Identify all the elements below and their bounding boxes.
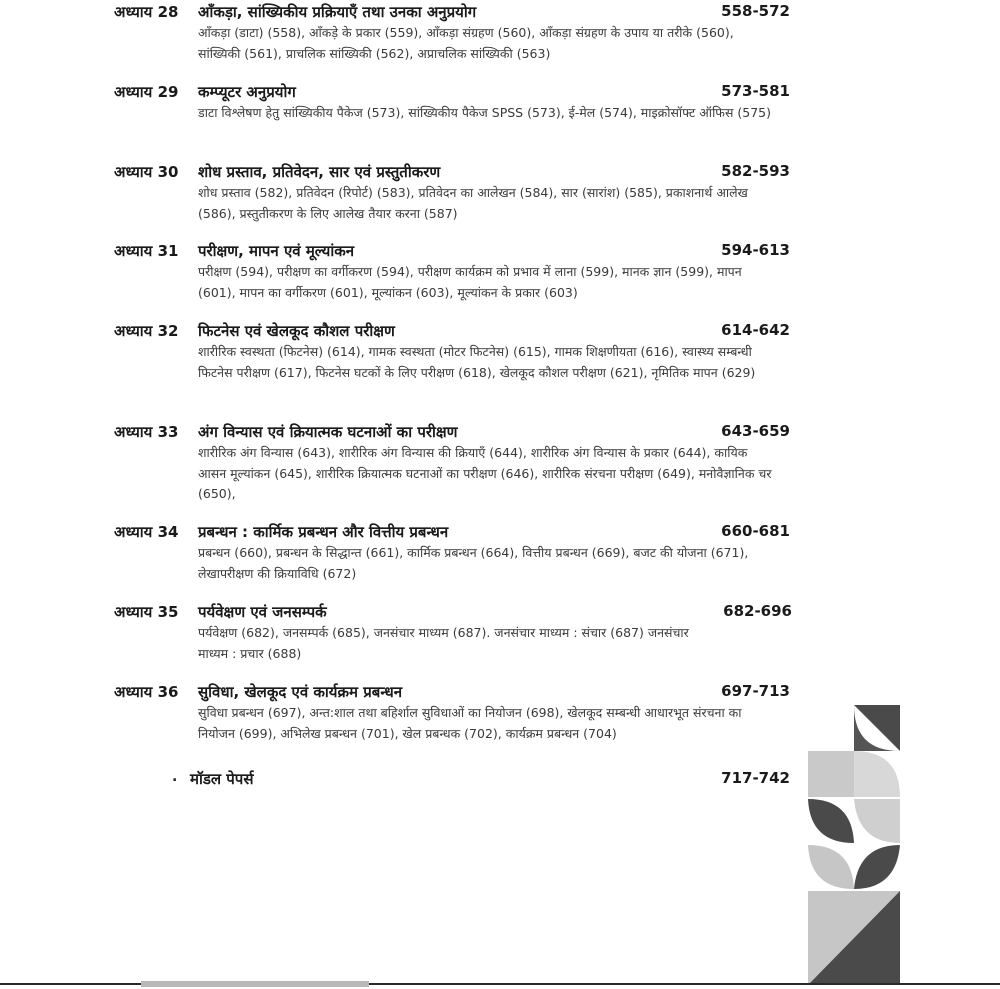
chapter-pages: 697-713 [721, 682, 790, 700]
bottom-accent-bar [141, 981, 369, 987]
chapter-label: अध्याय 34 [114, 523, 179, 541]
chapter-topics: सुविधा प्रबन्धन (697), अन्त:शाल तथा बहिर्शाल सुविधाओं का नियोजन (698), खेलकूद सम्बन्धी आधारभूत संरचना का नियोजन (699), अभिलेख प्रबन्धन (701), खेल प्रबन्धक (702), कार्यक्रम प्रबन्धन (704) [198, 705, 742, 741]
chapter-label: अध्याय 28 [114, 3, 179, 21]
chapter-label: अध्याय 33 [114, 423, 179, 441]
chapter-label: अध्याय 35 [114, 603, 179, 621]
chapter-topics: डाटा विश्लेषण हेतु सांख्यिकीय पैकेज (573), सांख्यिकीय पैकेज SPSS (573), ई-मेल (574), माइक्रोसॉफ्ट ऑफिस (575) [198, 105, 771, 120]
chapter-topics: शारीरिक अंग विन्यास (643), शारीरिक अंग विन्यास की क्रियाएँ (644), शारीरिक अंग विन्यास के प्रकार (644), कायिक आसन मूल्यांकन (645), शारीरिक क्रियात्मक घटनाओं का परीक्षण (646), शारीरिक संरचना परीक्षण (649), मनोवैज्ञानिक चर (650), [198, 445, 772, 501]
chapter-title: अंग विन्यास एवं क्रियात्मक घटनाओं का परीक्षण [198, 423, 458, 441]
chapter-title: पर्यवेक्षण एवं जनसम्पर्क [198, 603, 327, 621]
deco-dark-leaf-2 [854, 845, 900, 889]
chapter-pages: 594-613 [721, 241, 790, 259]
chapter-topics: परीक्षण (594), परीक्षण का वर्गीकरण (594), परीक्षण कार्यक्रम को प्रभाव में लाना (599), मानक ज्ञान (599), मापन (601), मापन का वर्गीकरण (601), मूल्यांकन (603), मूल्यांकन के प्रकार (603) [198, 264, 742, 300]
chapter-title: सुविधा, खेलकूद एवं कार्यक्रम प्रबन्धन [198, 683, 403, 701]
chapter-topics: आँकड़ा (डाटा) (558), आँकड़े के प्रकार (559), आँकड़ा संग्रहण (560), आँकड़ा संग्रहण के उपाय या तरीके (560), सांख्यिकी (561), प्राचलिक सांख्यिकी (562), अप्राचलिक सांख्यिकी (563) [198, 25, 734, 61]
chapter-pages: 614-642 [721, 321, 790, 339]
model-papers-title: मॉडल पेपर्स [190, 770, 254, 788]
chapter-label: अध्याय 30 [114, 163, 179, 181]
chapter-pages: 558-572 [721, 2, 790, 20]
chapter-label: अध्याय 31 [114, 242, 179, 260]
model-papers-pages: 717-742 [721, 769, 790, 787]
chapter-pages: 643-659 [721, 422, 790, 440]
chapter-title: आँकड़ा, सांख्यिकीय प्रक्रियाएँ तथा उनका अनुप्रयोग [198, 3, 477, 21]
chapter-label: अध्याय 36 [114, 683, 179, 701]
decorative-shapes [808, 705, 900, 985]
chapter-pages: 573-581 [721, 82, 790, 100]
chapter-title: परीक्षण, मापन एवं मूल्यांकन [198, 242, 355, 260]
deco-dark-leaf-1 [808, 799, 854, 843]
deco-light-block [808, 751, 854, 797]
chapter-topics: शारीरिक स्वस्थता (फिटनेस) (614), गामक स्वस्थता (मोटर फिटनेस) (615), गामक शिक्षणीयता (616), स्वास्थ्य सम्बन्धी फिटनेस परीक्षण (617), फिटनेस घटकों के लिए परीक्षण (618), खेलकूद कौशल परीक्षण (621), नृमितिक मापन (629) [198, 344, 756, 380]
chapter-topics: पर्यवेक्षण (682), जनसम्पर्क (685), जनसंचार माध्यम (687). जनसंचार माध्यम : संचार (687) जनसंचार माध्यम : प्रचार (688) [198, 625, 689, 661]
chapter-topics: प्रबन्धन (660), प्रबन्धन के सिद्धान्त (661), कार्मिक प्रबन्धन (664), वित्तीय प्रबन्धन (669), बजट की योजना (671), लेखापरीक्षण की क्रियाविधि (672) [198, 545, 749, 581]
deco-light-leaf-1 [854, 799, 900, 843]
chapter-label: अध्याय 29 [114, 83, 179, 101]
chapter-title: कम्प्यूटर अनुप्रयोग [198, 83, 296, 101]
entry-bullet: . [172, 769, 178, 785]
chapter-title: शोध प्रस्ताव, प्रतिवेदन, सार एवं प्रस्तुतीकरण [198, 163, 441, 181]
deco-light-arc [854, 751, 900, 797]
chapter-title: प्रबन्धन : कार्मिक प्रबन्धन और वित्तीय प्रबन्धन [198, 523, 449, 541]
chapter-topics: शोध प्रस्ताव (582), प्रतिवेदन (रिपोर्ट) (583), प्रतिवेदन का आलेखन (584), सार (सारांश) (585), प्रकाशनार्थ आलेख (586), प्रस्तुतीकरण के लिए आलेख तैयार करना (587) [198, 185, 748, 221]
deco-light-leaf-2 [808, 845, 854, 889]
chapter-pages: 682-696 [723, 602, 792, 620]
chapter-pages: 660-681 [721, 522, 790, 540]
chapter-pages: 582-593 [721, 162, 790, 180]
chapter-label: अध्याय 32 [114, 322, 179, 340]
chapter-title: फिटनेस एवं खेलकूद कौशल परीक्षण [198, 322, 395, 340]
